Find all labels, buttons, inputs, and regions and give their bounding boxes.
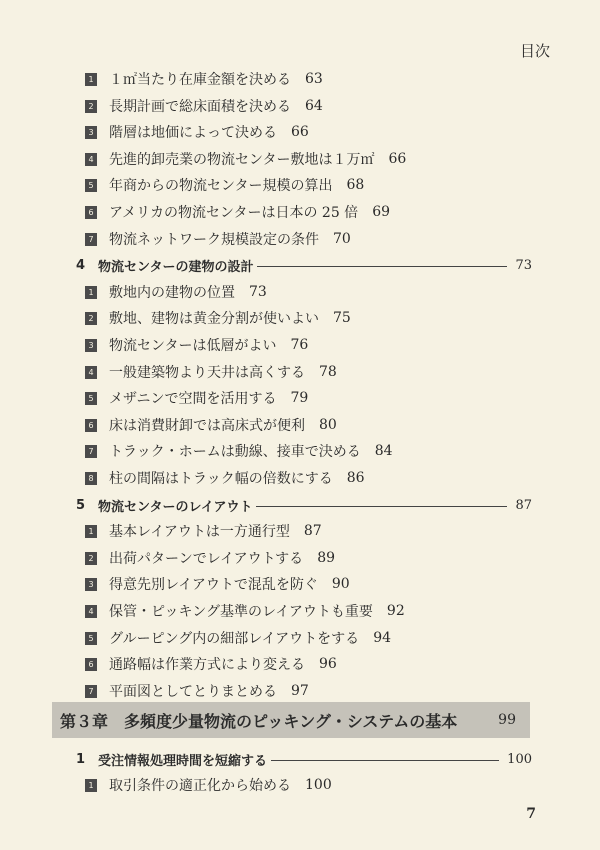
entry-number-badge: 3 [85,578,97,591]
entry-page-number: 80 [319,417,337,433]
entry-title: 敷地、建物は黄金分割が使いよい [109,311,319,327]
entry-number-badge: 4 [85,153,97,166]
entry-number-badge: 5 [85,179,97,192]
entry-title: 物流センターは低層がよい [109,338,277,354]
toc-entry [85,522,322,540]
toc-entry [85,203,390,221]
entry-title: １㎡当たり在庫金額を決める [109,72,291,88]
toc-entry [85,123,309,141]
toc-entry [85,442,393,460]
toc-section [76,495,532,515]
section-title: 受注情報処理時間を短縮する [98,753,268,769]
entry-number-badge: 1 [85,73,97,86]
entry-title: 階層は地価によって決める [109,125,277,141]
section-number: 4 [76,257,86,273]
toc-entry [85,629,391,647]
entry-title: 柱の間隔はトラック幅の倍数にする [109,471,333,487]
running-header: 目次 [519,42,550,60]
toc-entry [85,309,351,327]
entry-number-badge: 6 [85,658,97,671]
entry-number-badge: 5 [85,392,97,405]
entry-page-number: 78 [319,364,337,380]
entry-number-badge: 6 [85,419,97,432]
entry-number-badge: 7 [85,685,97,698]
entry-number-badge: 1 [85,286,97,299]
entry-page-number: 86 [346,470,365,486]
toc-entry [85,97,323,115]
toc-entry [85,230,351,248]
entry-number-badge: 2 [85,552,97,565]
toc-entry [85,575,350,593]
toc-entry [85,176,364,194]
entry-title: 一般建築物より天井は高くする [109,365,305,381]
section-title: 物流センターの建物の設計 [98,259,254,275]
entry-title: 先進的卸売業の物流センター敷地は１万㎡ [109,152,375,168]
chapter-label: 第３章 [60,711,109,731]
entry-page-number: 76 [290,337,309,353]
section-page-number: 87 [515,497,532,513]
entry-title: 保管・ピッキング基準のレイアウトも重要 [109,604,373,620]
entry-title: 敷地内の建物の位置 [109,285,235,301]
entry-page-number: 89 [317,550,336,566]
toc-entry [85,602,405,620]
entry-page-number: 63 [305,71,323,87]
entry-page-number: 96 [319,656,337,672]
page-number: 7 [526,806,536,822]
entry-page-number: 79 [290,390,309,406]
toc-entry [85,416,337,434]
entry-page-number: 69 [372,204,391,220]
entry-title: 取引条件の適正化から始める [109,778,291,794]
entry-title: トラック・ホームは動線、接車で決める [109,444,361,460]
entry-title: メザニンで空間を活用する [109,391,277,407]
entry-page-number: 90 [331,576,350,592]
entry-number-badge: 1 [85,779,97,792]
entry-number-badge: 2 [85,100,97,113]
toc-section [76,255,532,275]
entry-number-badge: 3 [85,339,97,352]
chapter-heading [52,702,530,738]
entry-number-badge: 4 [85,605,97,618]
entry-title: 平面図としてとりまとめる [109,684,277,700]
leader-line [256,506,507,507]
entry-page-number: 100 [305,777,332,793]
entry-number-badge: 8 [85,472,97,485]
entry-title: アメリカの物流センターは日本の 25 倍 [109,205,359,221]
toc-entry [85,363,337,381]
toc-entry [85,549,335,567]
entry-page-number: 75 [333,310,351,326]
toc-entry [85,655,337,673]
section-number: 5 [76,497,86,513]
entry-number-badge: 1 [85,525,97,538]
entry-page-number: 70 [333,231,351,247]
entry-number-badge: 2 [85,312,97,325]
toc-entry [85,336,308,354]
entry-page-number: 64 [305,98,323,114]
entry-title: 得意先別レイアウトで混乱を防ぐ [109,577,318,593]
entry-title: 長期計画で総床面積を決める [109,99,291,115]
toc-entry [85,776,332,794]
section-number: 1 [76,751,86,767]
toc-entry [85,469,365,487]
toc-entry [85,682,309,700]
entry-title: 年商からの物流センター規模の算出 [109,178,333,194]
entry-title: 床は消費財卸では高床式が便利 [109,418,305,434]
entry-number-badge: 3 [85,126,97,139]
entry-number-badge: 5 [85,632,97,645]
entry-number-badge: 7 [85,233,97,246]
entry-page-number: 84 [374,443,393,459]
entry-page-number: 68 [346,177,365,193]
section-page-number: 73 [515,257,532,273]
toc-entry [85,389,308,407]
toc-section [76,749,532,769]
entry-number-badge: 4 [85,366,97,379]
entry-page-number: 66 [291,124,309,140]
section-page-number: 100 [507,751,532,767]
leader-line [257,266,507,267]
entry-page-number: 73 [249,284,267,300]
entry-page-number: 97 [291,683,309,699]
entry-title: 通路幅は作業方式により変える [109,657,305,673]
section-title: 物流センターのレイアウト [98,499,253,515]
entry-number-badge: 7 [85,445,97,458]
toc-entry [85,283,267,301]
chapter-page-number: 99 [498,712,516,728]
toc-entry [85,150,406,168]
leader-line [271,760,499,761]
entry-page-number: 87 [303,523,322,539]
entry-title: 出荷パターンでレイアウトする [109,551,304,567]
entry-title: グルーピング内の細部レイアウトをする [109,631,360,647]
entry-title: 物流ネットワーク規模設定の条件 [109,232,319,248]
entry-page-number: 92 [386,603,405,619]
entry-page-number: 66 [388,151,407,167]
entry-page-number: 94 [373,630,392,646]
entry-title: 基本レイアウトは一方通行型 [109,524,290,540]
entry-number-badge: 6 [85,206,97,219]
toc-entry [85,70,323,88]
chapter-title: 多頻度少量物流のピッキング・システムの基本 [124,711,458,731]
